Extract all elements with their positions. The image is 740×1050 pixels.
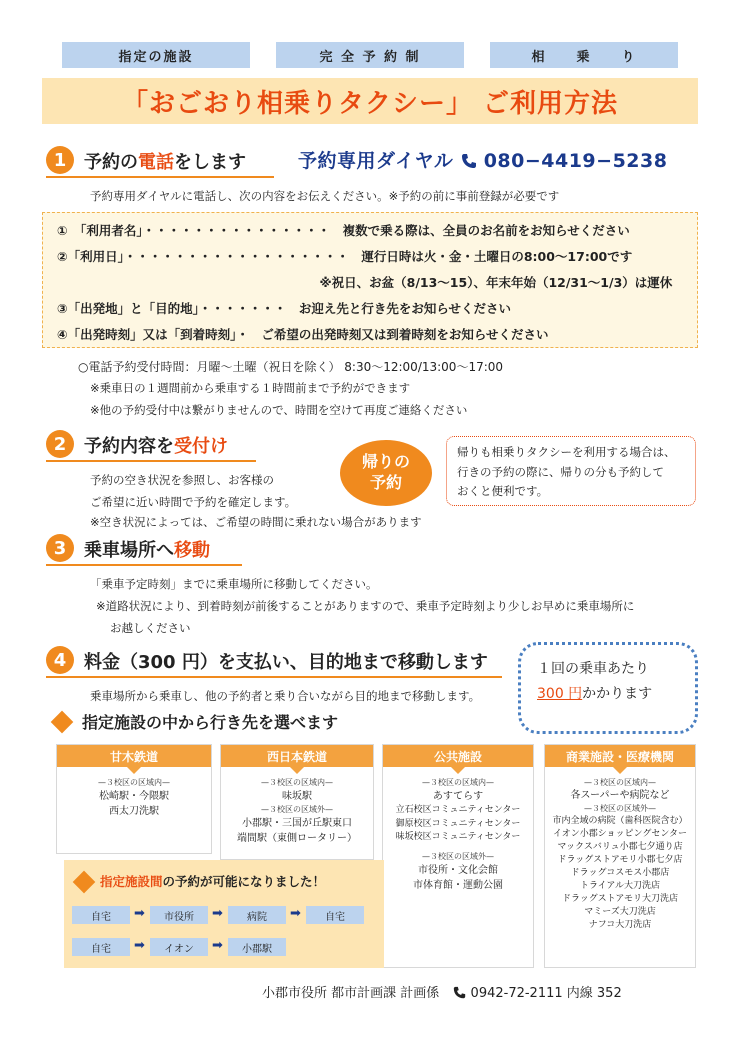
facility-item: 端間駅（東側ロータリー） [237, 833, 357, 844]
zone-label: —３校区の区域外— [261, 805, 333, 814]
flow1-step: 病院 [228, 906, 286, 924]
facility-item: トライアル大刀洗店 [579, 880, 661, 891]
facility-column-commercial-medical [544, 744, 696, 968]
facility-item: あすてらす [432, 791, 484, 802]
facility-item: 立石校区コミュニティセンター [395, 805, 521, 815]
footer-ext: 内線 352 [566, 986, 622, 1001]
zone-label: —３校区の区域内— [584, 778, 656, 787]
facility-item: 市役所・文化会館 [418, 864, 498, 876]
tab-designated-facilities: 指定の施設 [62, 42, 250, 68]
inter-facility-notice [64, 860, 384, 968]
step1-note1: ※乗車日の１週間前から乗車する１時間前まで予約ができます [90, 381, 411, 395]
chevron-down-icon [127, 767, 141, 774]
facility-item: マミーズ大刀洗店 [584, 907, 656, 918]
facility-column-nishitetsu [220, 744, 374, 860]
return-line2: 行きの予約の際に、帰りの分も予約して [457, 464, 664, 479]
step1-intro: 予約専用ダイヤルに電話し、次の内容をお伝えください。※予約の前に事前登録が必要です [90, 189, 560, 203]
info-item-places: ③「出発地」と「目的地」・・・・・・・ お迎え先と行き先をお知らせください [57, 301, 511, 316]
column-body [57, 777, 211, 819]
arrow-right-icon: ➡ [134, 906, 145, 921]
step2-number: 2 [46, 430, 74, 458]
facility-item: ドラッグストアモリ大刀洗店 [561, 893, 679, 904]
facility-item: 味坂校区コミュニティセンター [395, 832, 521, 842]
flow2-step: 自宅 [72, 938, 130, 956]
arrow-right-icon: ➡ [212, 906, 223, 921]
footer-tel[interactable]: 0942-72-2111 [470, 986, 563, 1001]
step2-heading-highlight: 受付け [174, 436, 228, 457]
facility-item: 小郡駅・三国が丘駅東口 [242, 818, 352, 829]
phone-icon [453, 986, 466, 999]
info-item-time: ④「出発時刻」又は「到着時刻」・ ご希望の出発時刻又は到着時刻をお知らせください [57, 327, 549, 342]
facility-item: ドラッグストアモリ小郡七夕店 [557, 854, 683, 865]
facility-item: ドラッグコスモス小郡店 [570, 867, 670, 878]
step3-heading-pre: 乗車場所へ [84, 540, 174, 561]
facility-column-amagi-railway [56, 744, 212, 854]
chevron-down-icon [451, 767, 465, 774]
flow1-step: 自宅 [72, 906, 130, 924]
step1-heading-post: をします [174, 152, 246, 173]
facility-item: イオン小郡ショッピングセンター [552, 828, 687, 839]
return-title2: 予約 [369, 473, 402, 492]
step2-line2: ご希望に近い時間で予約を確定します。 [90, 495, 297, 509]
page-title: 「おごおり相乗りタクシー」 ご利用方法 [121, 88, 619, 119]
step1-heading [84, 148, 246, 174]
step3-number: 3 [46, 534, 74, 562]
step1-note2: ※他の予約受付中は繋がりませんので、時間を空けて再度ご連絡ください [90, 403, 468, 417]
facility-item: ナフコ大刀洗店 [588, 920, 652, 931]
step3-line1: 「乗車予定時刻」までに乗車場所に移動してください。 [90, 577, 378, 591]
zone-label: —３校区の区域内— [422, 778, 494, 787]
notice-post: の予約が可能になりました！ [162, 874, 326, 889]
step3-note1: ※道路状況により、到着時刻が前後することがありますので、乗車予定時刻より少しお早めに乗車場所に [96, 599, 635, 613]
step1-heading-pre: 予約の [84, 152, 138, 173]
flow2-step: イオン [150, 938, 208, 956]
step2-heading-pre: 予約内容を [84, 436, 174, 457]
diamond-icon [51, 711, 74, 734]
chevron-down-icon [290, 767, 304, 774]
info-item-date: ②「利用日」・・・・・・・・・・・・・・・・・・ 運行日時は火・金・土曜日の8:00〜17:00です [57, 249, 633, 264]
column-body [383, 777, 533, 893]
column-title: 公共施設 [383, 745, 533, 767]
zone-label: —３校区の区域内— [98, 778, 170, 787]
fare-post: かかります [582, 686, 653, 703]
return-title1: 帰りの [361, 452, 410, 472]
return-reservation-badge [340, 440, 432, 506]
diamond-icon [73, 871, 96, 894]
step1-underline [46, 176, 274, 178]
tab-reservation-only: 完 全 予 約 制 [276, 42, 464, 68]
column-title: 甘木鉄道 [57, 745, 211, 767]
fare-line1: １回の乗車あたり [537, 661, 649, 677]
phone-icon [461, 153, 477, 169]
step3-heading [84, 536, 210, 562]
step2-heading [84, 432, 228, 458]
facility-item: マックスバリュ小郡七夕通り店 [557, 841, 683, 852]
fare-line2 [537, 682, 679, 707]
facility-item: 味坂駅 [282, 791, 312, 802]
zone-label: —３校区の区域外— [584, 804, 656, 814]
facility-item: 御原校区コミュニティセンター [395, 818, 521, 829]
info-item-name: ① 「利用者名」・・・・・・・・・・・・・・・ 複数で乗る際は、全員のお名前をお知らせください [57, 223, 630, 238]
column-body [221, 777, 373, 846]
fare-amount: 300 円 [537, 686, 583, 703]
step4-heading: 料金（300 円）を支払い、目的地まで移動します [84, 652, 488, 673]
step3-heading-highlight: 移動 [174, 540, 210, 561]
step2-line1: 予約の空き状況を参照し、お客様の [90, 473, 274, 487]
facility-item: 市内全域の病院（歯科医院含む） [552, 815, 688, 826]
flow1-step: 市役所 [150, 906, 208, 924]
zone-label: —３校区の区域外— [422, 851, 494, 861]
fare-box [518, 642, 698, 734]
return-line1: 帰りも相乗りタクシーを利用する場合は、 [457, 445, 676, 459]
step1-number: 1 [46, 146, 74, 174]
arrow-right-icon: ➡ [290, 906, 301, 921]
title-band [42, 78, 698, 124]
step3-underline [46, 564, 242, 566]
zone-label: —３校区の区域内— [261, 778, 333, 787]
dial-label: 予約専用ダイヤル [298, 150, 454, 172]
phone-hours: ○電話予約受付時間：月曜〜土曜（祝日を除く） 8:30〜12:00/13:00〜17:00 [78, 360, 504, 374]
dial-number[interactable]: 080−4419−5238 [483, 150, 668, 172]
arrow-right-icon: ➡ [134, 938, 145, 953]
flow1-step: 自宅 [306, 906, 364, 924]
facility-item: 市体育館・運動公園 [413, 879, 503, 891]
facilities-heading: 指定施設の中から行き先を選べます [82, 713, 339, 732]
return-reservation-box [446, 436, 696, 506]
facility-item: 各スーパーや病院など [570, 789, 670, 801]
reservation-info-box [42, 212, 698, 348]
step4-underline [46, 676, 502, 678]
facility-item: 西太刀洗駅 [109, 806, 159, 817]
reservation-dial [298, 146, 667, 173]
notice-highlight: 指定施設間 [100, 874, 163, 889]
flow2-step: 小郡駅 [228, 938, 286, 956]
tab-shared-ride: 相 乗 り [490, 42, 678, 68]
step2-note: ※空き状況によっては、ご希望の時間に乗れない場合があります [90, 515, 422, 529]
step2-underline [46, 460, 256, 462]
facility-column-public [382, 744, 534, 968]
info-item-holiday-note: ※祝日、お盆（8/13〜15）、年末年始（12/31〜1/3）は運休 [57, 275, 673, 290]
step4-line1: 乗車場所から乗車し、他の予約者と乗り合いながら目的地まで移動します。 [90, 689, 481, 703]
arrow-right-icon: ➡ [212, 938, 223, 953]
notice-text [100, 872, 325, 890]
column-title: 商業施設・医療機関 [545, 745, 695, 767]
footer-org: 小郡市役所 都市計画課 計画係 [262, 986, 440, 1001]
facility-item: 松崎駅・今隈駅 [99, 791, 169, 802]
column-body [545, 777, 695, 932]
column-title: 西日本鉄道 [221, 745, 373, 767]
step1-heading-highlight: 電話 [138, 152, 174, 173]
return-line3: おくと便利です。 [457, 484, 549, 499]
chevron-down-icon [613, 767, 627, 774]
step4-number: 4 [46, 646, 74, 674]
step3-note2: お越しください [110, 621, 191, 635]
footer [262, 982, 622, 1001]
